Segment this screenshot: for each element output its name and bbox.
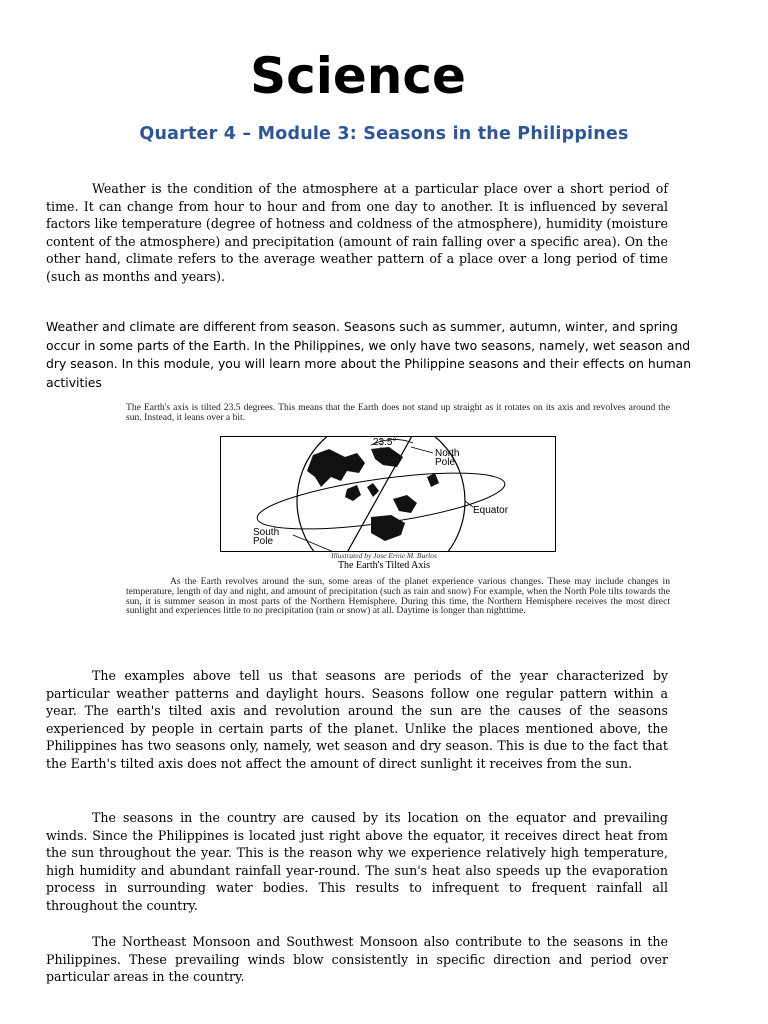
earth-tilted-axis-figure <box>220 436 556 552</box>
illustration-credit: Illustrated by Jose Ernie M. Burlos <box>331 551 437 560</box>
location-paragraph: The seasons in the country are caused by its location on the equator and prevailing winds. Since the Philippines is located just right above the equator, it receives direct heat from the sun throughout the year. This is the reason why we experience relatively high temperature, high humidity and abundant rainfall year-round. The sun's heat also speeds up the evaporation process in surrounding water bodies. This results to infrequent to frequent rainfall all throughout the country. <box>46 810 668 913</box>
tilted-axis-text: The Earth's axis is tilted 23.5 degrees. This means that the Earth does not stand up straight as it rotates on its axis and revolves around the sun. Instead, it leans over a bit. <box>126 402 670 423</box>
examples-paragraph: The examples above tell us that seasons are periods of the year characterized by particular weather patterns and daylight hours. Seasons follow one regular pattern within a year. The earth's tilted axis and revolution around the sun are the causes of the seasons experienced by people in certain parts of the planet. Unlike the places mentioned above, the Philippines has two seasons only, namely, wet season and dry season. This is due to the fact that the Earth's tilted axis does not affect the amount of direct sunlight it receives from the sun. <box>46 668 668 771</box>
earth-revolution-text: As the Earth revolves around the sun, some areas of the planet experience various changes. These may include changes in temperature, length of day and night, and amount of precipitation (such as rain and snow) For example, when the North Pole tilts towards the sun, it is summer season in most parts of the Northern Hemisphere. During this time, the Northern Hemisphere receives the most direct sunlight and experiences little to no precipitation (rain or snow) at all. Daytime is longer than nighttime. <box>126 576 670 617</box>
weather-paragraph: Weather is the condition of the atmosphere at a particular place over a short period of time. It can change from hour to hour and from one day to another. It is influenced by several factors like temperature (degree of hotness and coldness of the atmosphere), humidity (moisture content of the atmosphere) and precipitation (amount of rain falling over a specific area). On the other hand, climate refers to the average weather pattern of a place over a long period of time (such as months and years). <box>46 181 668 284</box>
north-pole-label-2: Pole <box>435 457 456 468</box>
figure-caption: The Earth's Tilted Axis <box>337 560 431 571</box>
equator-label: Equator <box>473 505 509 516</box>
north-pole-label-1: North <box>435 448 460 459</box>
module-subtitle: Quarter 4 – Module 3: Seasons in the Philippines <box>139 124 629 144</box>
south-pole-label-1: South <box>253 527 280 538</box>
south-pole-label-2: Pole <box>253 536 274 547</box>
seasons-intro-paragraph: Weather and climate are different from season. Seasons such as summer, autumn, winter, and spring occur in some parts of the Earth. In the Philippines, we only have two seasons, namely, wet season and dry season. In this module, you will learn more about the Philippine seasons and their effects on human activities <box>46 319 692 390</box>
earth-globe-illustration <box>221 437 555 551</box>
monsoon-paragraph: The Northeast Monsoon and Southwest Monsoon also contribute to the seasons in the Philippines. These prevailing winds blow consistently in specific direction and period over particular areas in the country. <box>46 934 668 985</box>
angle-label: 23.5° <box>373 437 397 448</box>
page-title: Science <box>250 47 466 105</box>
